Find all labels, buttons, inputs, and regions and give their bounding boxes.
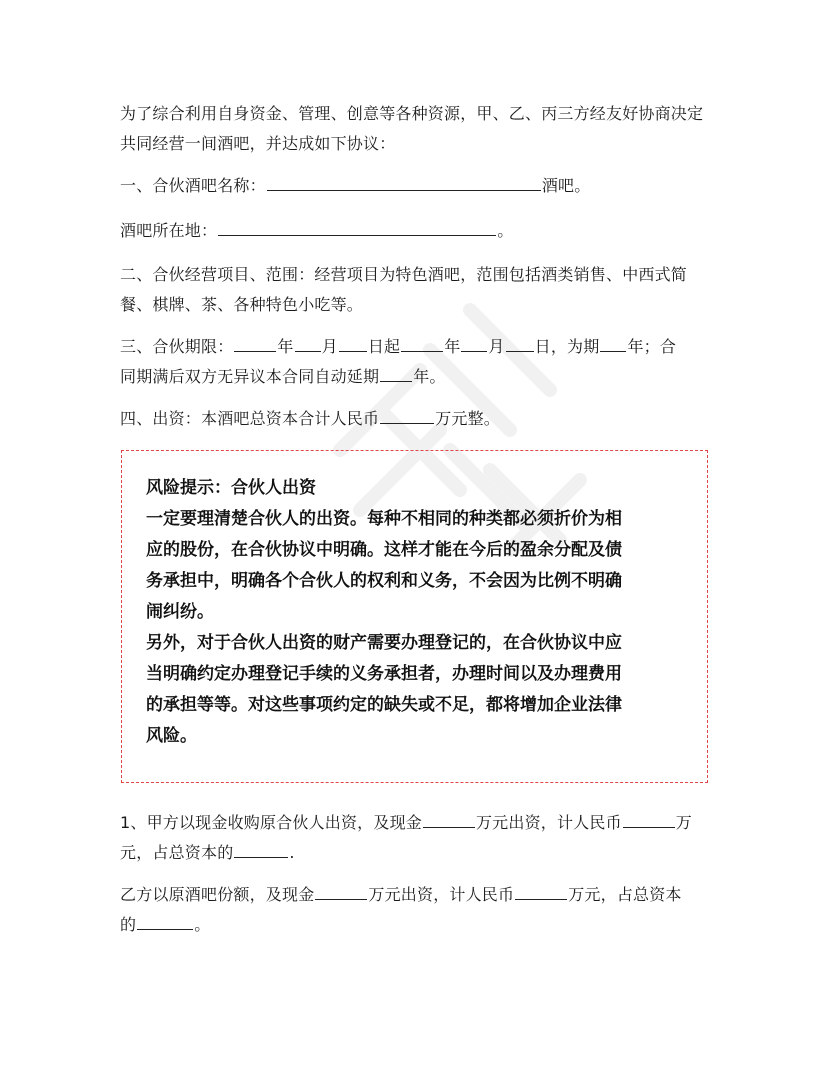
bar-name-blank <box>267 172 541 191</box>
clause-2-line-1: 二、合伙经营项目、范围：经营项目为特色酒吧，范围包括酒类销售、中西式简 <box>120 265 688 284</box>
risk-line: 风险。 <box>146 726 197 746</box>
risk-title: 风险提示：合伙人出资 <box>146 478 316 498</box>
clause-4-suffix: 万元整。 <box>435 409 501 428</box>
intro-paragraph <box>120 99 720 159</box>
end-year-blank <box>401 333 443 352</box>
clause-4-prefix: 四、出资：本酒吧总资本合计人民币 <box>120 409 380 428</box>
item-1-unit: 万 <box>675 813 692 832</box>
intro-line-1: 为了综合利用自身资金、管理、创意等各种资源，甲、乙、丙三方经友好协商决定 <box>120 104 704 123</box>
party-a-cash-blank <box>423 809 475 828</box>
location-line <box>120 216 720 246</box>
party-b-share-blank <box>137 911 193 930</box>
month-label: 月 <box>488 337 505 356</box>
renewal-suffix: 年。 <box>413 367 446 386</box>
risk-line: 应的股份，在合伙协议中明确。这样才能在今后的盈余分配及债 <box>146 540 622 560</box>
day-from-label: 日起 <box>367 337 401 356</box>
item-1-share-prefix: 元，占总资本的 <box>120 843 234 862</box>
item-2-share-suffix: 。 <box>194 915 211 934</box>
party-b-cash-blank <box>315 881 367 900</box>
item-1-prefix: 1、甲方以现金收购原合伙人出资，及现金 <box>120 813 422 832</box>
end-day-blank <box>506 333 534 352</box>
term-years-blank <box>600 333 626 352</box>
item-1-middle: 万元出资，计人民币 <box>475 813 622 832</box>
risk-line: 务承担中，明确各个合伙人的权利和义务，不会因为比例不明确 <box>146 571 622 591</box>
year-label: 年 <box>277 337 294 356</box>
item-2-share-prefix: 的 <box>120 915 137 934</box>
renewal-prefix: 同期满后双方无异议本合同自动延期 <box>120 367 380 386</box>
month-label: 月 <box>321 337 338 356</box>
intro-line-2: 共同经营一间酒吧，并达成如下协议： <box>120 134 396 153</box>
risk-notice-text <box>146 473 691 752</box>
location-blank <box>218 217 496 236</box>
item-2-unit: 万元，占总资本 <box>568 885 682 904</box>
total-capital-blank <box>380 405 434 424</box>
term-label: 年；合 <box>627 337 677 356</box>
clause-1-suffix: 酒吧。 <box>541 176 591 195</box>
item-1-share-suffix: . <box>289 843 295 862</box>
party-a-rmb-blank <box>623 809 675 828</box>
risk-line: 的承担等等。对这些事项约定的缺失或不足，都将增加企业法律 <box>146 695 622 715</box>
year-label: 年 <box>444 337 461 356</box>
start-year-blank <box>234 333 276 352</box>
location-prefix: 酒吧所在地： <box>120 221 218 240</box>
day-to-label: 日，为期 <box>534 337 600 356</box>
start-month-blank <box>295 333 321 352</box>
clause-1-prefix: 一、合伙酒吧名称： <box>120 176 266 195</box>
party-b-rmb-blank <box>515 881 567 900</box>
clause-1-bar-name <box>120 171 720 201</box>
start-day-blank <box>339 333 367 352</box>
clause-2-line-2: 餐、棋牌、茶、各种特色小吃等。 <box>120 295 364 314</box>
item-2-prefix: 乙方以原酒吧份额，及现金 <box>120 885 315 904</box>
item-1-paragraph <box>120 808 720 868</box>
risk-line: 当明确约定办理登记手续的义务承担者，办理时间以及办理费用 <box>146 664 622 684</box>
end-month-blank <box>461 333 487 352</box>
risk-line: 闹纠纷。 <box>146 602 214 622</box>
item-2-paragraph <box>120 880 720 940</box>
risk-notice-box <box>121 450 708 783</box>
risk-line: 另外，对于合伙人出资的财产需要办理登记的，在合伙协议中应 <box>146 633 622 653</box>
clause-4-line <box>120 404 720 434</box>
party-a-share-blank <box>234 839 288 858</box>
renewal-years-blank <box>380 363 412 382</box>
item-2-middle: 万元出资，计人民币 <box>368 885 515 904</box>
location-suffix: 。 <box>497 221 514 240</box>
clause-2-paragraph <box>120 260 720 320</box>
risk-line: 一定要理清楚合伙人的出资。每种不相同的种类都必须折价为相 <box>146 509 622 529</box>
clause-3-prefix: 三、合伙期限： <box>120 337 234 356</box>
clause-3-paragraph <box>120 332 720 392</box>
